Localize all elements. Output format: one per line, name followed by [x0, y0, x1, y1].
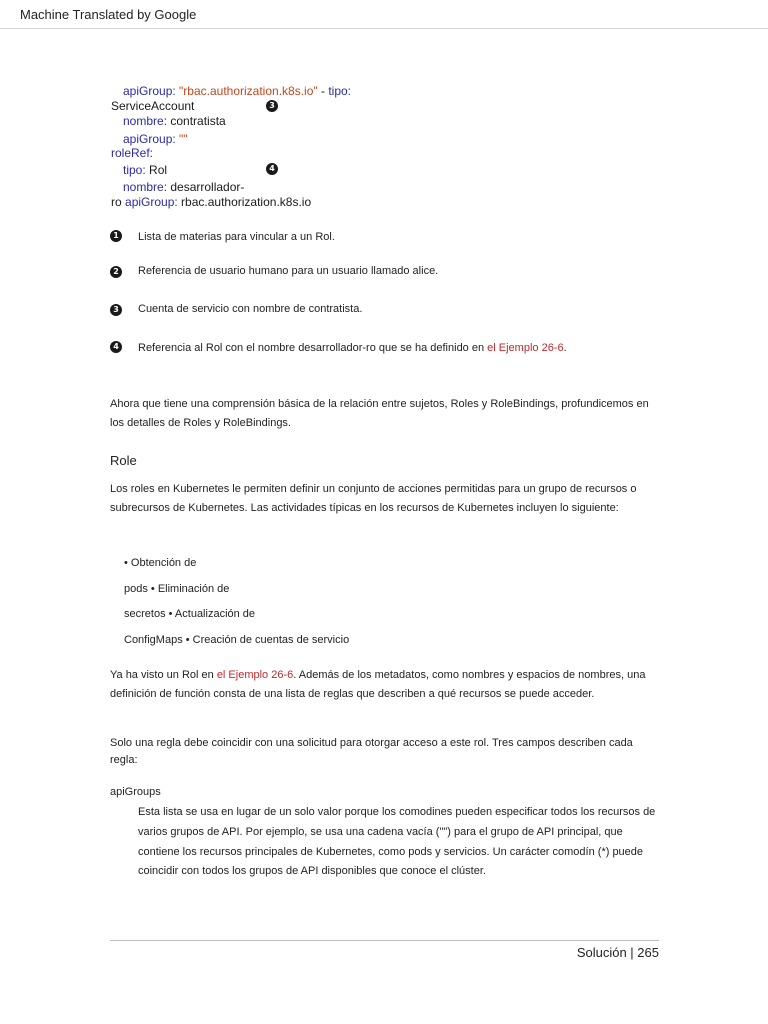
note-2-icon: 2 — [110, 266, 122, 278]
list-line-2: pods • Eliminación de — [124, 583, 230, 595]
roles-paragraph-line-2: subrecursos de Kubernetes. Las actividades típicas en los recursos de Kubernetes incluyen lo siguiente: — [110, 502, 619, 514]
callout-3-icon: 3 — [266, 100, 278, 112]
example-26-6-link-2[interactable]: el Ejemplo 26-6 — [216, 669, 294, 681]
code-line-1: apiGroup: "rbac.authorization.k8s.io" - tipo: — [123, 84, 351, 98]
apigroups-desc-line-4: coincidir con todos los grupos de API disponibles que conoce el clúster. — [138, 865, 486, 877]
note-4: Referencia al Rol con el nombre desarrollador-ro que se ha definido en el Ejemplo 26-6. — [138, 342, 567, 354]
list-line-4: ConfigMaps • Creación de cuentas de servicio — [124, 634, 350, 646]
note-2-text: Referencia de usuario humano para un usuario llamado alice. — [138, 265, 439, 277]
note-3-text: Cuenta de servicio con nombre de contratista. — [138, 303, 363, 315]
callout-4-icon: 4 — [266, 163, 278, 175]
apigroups-term: apiGroups — [110, 786, 161, 798]
solo-paragraph-line-1: Solo una regla debe coincidir con una solicitud para otorgar acceso a este rol. Tres campos describen cada — [110, 737, 633, 749]
translation-label: Machine Translated by Google — [20, 7, 197, 22]
list-line-3: secretos • Actualización de — [124, 608, 256, 620]
roles-paragraph-line-1: Los roles en Kubernetes le permiten definir un conjunto de acciones permitidas para un grupo de recursos o — [110, 483, 637, 495]
code-line-3: nombre: contratista — [123, 114, 226, 128]
note-1-text: Lista de materias para vincular a un Rol. — [138, 231, 335, 243]
code-line-7: nombre: desarrollador- — [123, 180, 245, 194]
intro-paragraph-line-1: Ahora que tiene una comprensión básica de la relación entre sujetos, Roles y RoleBindings, profundicemos en — [110, 398, 649, 410]
code-line-2: ServiceAccount — [111, 99, 195, 113]
ya-paragraph-line-2: definición de función consta de una lista de reglas que describen a qué recursos se puede acceder. — [110, 688, 595, 700]
code-line-4: apiGroup: "" — [123, 132, 188, 146]
ya-paragraph-line-1: Ya ha visto un Rol en el Ejemplo 26-6. Además de los metadatos, como nombres y espacios de nombres, una — [110, 669, 646, 681]
solo-paragraph-line-2: regla: — [110, 754, 138, 766]
note-4-text: Referencia al Rol con el nombre desarrollador-ro que se ha definido en — [138, 342, 488, 354]
code-line-5: roleRef: — [111, 146, 154, 160]
section-heading-role: Role — [110, 453, 137, 468]
list-line-1: • Obtención de — [124, 557, 197, 569]
code-line-8: ro apiGroup: rbac.authorization.k8s.io — [111, 195, 312, 209]
translation-banner — [0, 0, 768, 29]
apigroups-desc-line-2: varios grupos de API. Por ejemplo, se usa una cadena vacía ("") para el grupo de API principal, que — [138, 826, 623, 838]
apigroups-desc-line-3: contiene los recursos principales de Kubernetes, como pods y servicios. Un carácter comodín (*) puede — [138, 846, 644, 858]
page-footer: Solución | 265 — [576, 945, 659, 960]
footer-divider — [110, 940, 659, 941]
note-3-icon: 3 — [110, 304, 122, 316]
example-26-6-link[interactable]: el Ejemplo 26-6 — [487, 342, 564, 354]
code-line-6: tipo: Rol — [123, 163, 168, 177]
note-1-icon: 1 — [110, 230, 122, 242]
note-4-icon: 4 — [110, 341, 122, 353]
intro-paragraph-line-2: los detalles de Roles y RoleBindings. — [110, 417, 291, 429]
apigroups-desc-line-1: Esta lista se usa en lugar de un solo valor porque los comodines pueden especificar todos los recursos de — [138, 806, 656, 818]
